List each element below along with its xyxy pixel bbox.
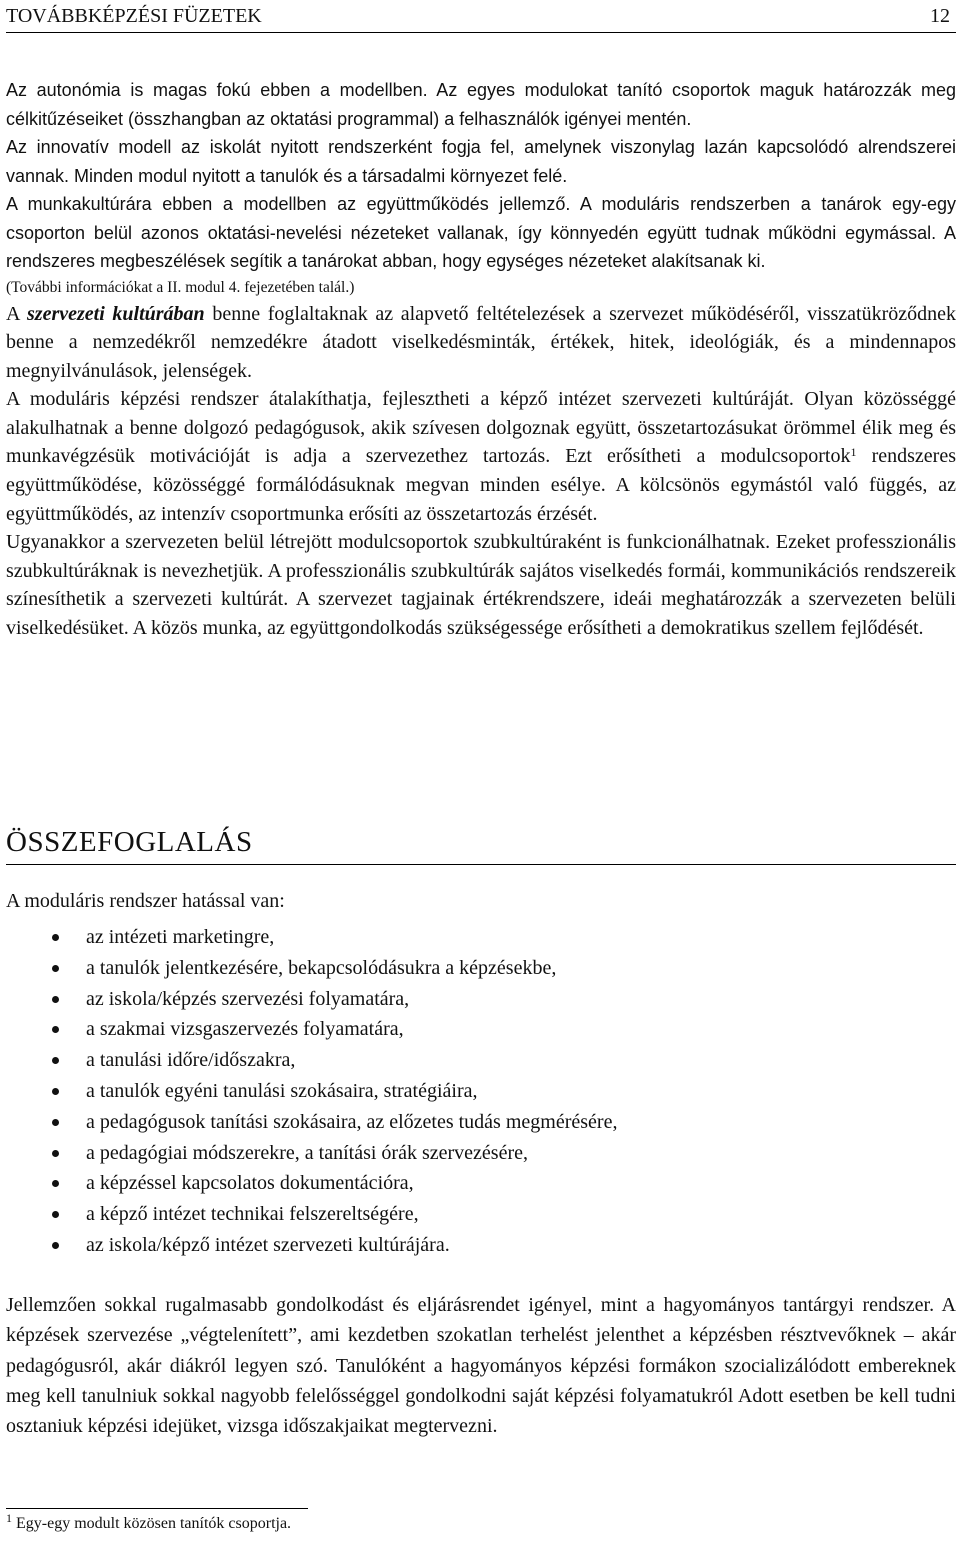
- list-item-text: a pedagógiai módszerekre, a tanítási órák szervezésére,: [86, 1141, 528, 1164]
- bullet-icon: [52, 1119, 59, 1126]
- bullet-icon: [52, 1211, 59, 1218]
- bullet-icon: [52, 1180, 59, 1187]
- emphasis-text: szervezeti kultúrában: [27, 302, 205, 325]
- list-item: [6, 1014, 617, 1045]
- list-item-text: a tanulók jelentkezésére, bekapcsolódásukra a képzésekbe,: [86, 956, 557, 979]
- list-item: [6, 1230, 617, 1261]
- list-item: [6, 1045, 617, 1076]
- bullet-icon: [52, 996, 59, 1003]
- main-text: [6, 76, 956, 643]
- list-item-text: a képző intézet technikai felszereltségére,: [86, 1203, 419, 1226]
- list-item-text: az intézeti marketingre,: [86, 926, 275, 948]
- page-header: [6, 4, 956, 33]
- header-title: TOVÁBBKÉPZÉSI FÜZETEK: [6, 5, 262, 27]
- bullet-icon: [52, 1088, 59, 1095]
- paragraph-subcultures: Ugyanakkor a szervezeten belül létrejött modulcsoportok szubkultúraként is funkcionálhatnak. Ezeket professzionális szubkultúráknak is nevezhetjük. A professzionális szubkultúrák sajátos viselkedés formái, kommunikációs rendszereik színesíthetik a szervezeti kultúrát. A szervezet tagjainak értékrendszere, ideái meghatározzák a szervezeten belüli viselkedésüket. A közös munka, az együttgondolkodás szükségessége erősítheti a demokratikus szellem fejlődését.: [6, 531, 956, 640]
- footnote-reference[interactable]: 1: [850, 445, 857, 460]
- list-item-text: a szakmai vizsgaszervezés folyamatára,: [86, 1018, 404, 1041]
- section-heading: [6, 822, 956, 865]
- paragraph-organizational-culture: [6, 300, 956, 386]
- footnote: [6, 1511, 292, 1533]
- paragraph-modular-training: [6, 385, 956, 528]
- list-item: [6, 922, 617, 953]
- culture-rest: benne foglaltaknak az alapvető feltételezések a szervezet működéséről, visszatükröződnek benne a nemzedékről nemzedékre átadott viselkedésminták, értékek, hitek, ideológiák, és a mindennapos megnyilvánulások, jelenségek.: [6, 302, 956, 382]
- list-item: [6, 984, 617, 1015]
- bullet-icon: [52, 1150, 59, 1157]
- section-heading-text: ÖSSZEFOGLALÁS: [6, 826, 253, 858]
- list-intro: A moduláris rendszer hatással van:: [6, 890, 285, 912]
- culture-prefix: A: [6, 302, 27, 325]
- list-item: [6, 1076, 617, 1107]
- reference-note: (További információkat a II. modul 4. fejezetében talál.): [6, 278, 355, 296]
- list-item-text: a tanulási időre/időszakra,: [86, 1049, 296, 1072]
- modular-part1: A moduláris képzési rendszer átalakíthatja, fejlesztheti a képző intézet szervezeti kultúráját. Olyan közösséggé alakulhatnak a benne dolgozó pedagógusok, akik szívesen dolgoznak együtt, összetartozásukat örömmel élik meg és munkavégzésük motivációját is adja a szervezethez tartozás. Ezt erősítheti a modulcsoportok: [6, 388, 956, 468]
- modular-part2: rendszeres együttműködése, közösséggé formálódásuknak megvan minden esélye. A kölcsönös egymástól való függés, az együttműködés, az intenzív csoportmunka erősíti az összetartozás érzését.: [6, 445, 956, 525]
- bullet-icon: [52, 1026, 59, 1033]
- paragraph-innovative-model: Az innovatív modell az iskolát nyitott rendszerként fogja fel, amelynek viszonylag lazán kapcsolódó alrendszerei vannak. Minden modul nyitott a tanulók és a társadalmi környezet felé.: [6, 137, 956, 186]
- list-item: [6, 1199, 617, 1230]
- paragraph-autonomy: Az autonómia is magas fokú ebben a modellben. Az egyes modulokat tanító csoportok maguk határozzák meg célkitűzéseiket (összhangban az oktatási programmal) a felhasználók igényei mentén.: [6, 80, 956, 129]
- list-item-text: a képzéssel kapcsolatos dokumentációra,: [86, 1172, 414, 1195]
- bullet-icon: [52, 934, 59, 941]
- list-item-text: a pedagógusok tanítási szokásaira, az előzetes tudás megmérésére,: [86, 1110, 618, 1133]
- list-item-text: a tanulók egyéni tanulási szokásaira, stratégiáira,: [86, 1079, 478, 1102]
- impact-list: [6, 922, 617, 1261]
- closing-text: [6, 1290, 956, 1441]
- list-item-text: az iskola/képző intézet szervezeti kultúrájára.: [86, 1233, 450, 1256]
- paragraph-work-culture: A munkakultúrára ebben a modellben az együttműködés jellemző. A moduláris rendszerben a tanárok egy-egy csoporton belül azonos oktatási-nevelési nézeteket vallanak, így könnyedén együtt tudnak működni egymással. A rendszeres megbeszélések segítik a tanárokat abban, hogy egységes nézeteket alakítsanak ki.: [6, 194, 956, 271]
- bullet-icon: [52, 965, 59, 972]
- bullet-icon: [52, 1057, 59, 1064]
- bullet-icon: [52, 1242, 59, 1249]
- list-item-text: az iskola/képzés szervezési folyamatára,: [86, 987, 410, 1010]
- footnote-text: Egy-egy modult közösen tanítók csoportja.: [12, 1515, 292, 1532]
- footnote-separator: [6, 1508, 308, 1509]
- list-item: [6, 1107, 617, 1138]
- list-item: [6, 1138, 617, 1169]
- page-number: 12: [930, 5, 950, 27]
- paragraph-closing: Jellemzően sokkal rugalmasabb gondolkodást és eljárásrendet igényel, mint a hagyományos tantárgyi rendszer. A képzések szervezése „végtelenített”, ami kezdetben szokatlan terhelést jelenthet a képzésben résztvevőknek – akár pedagógusról, akár diákról legyen szó. Tanulóként a hagyományos képzési formákon szocializálódott embereknek meg kell tanulniuk sokkal nagyobb felelősséggel gondolkodni saját képzési folyamatukról Adott esetben be kell tudni osztaniuk képzési idejüket, vizsga időszakjaikat megtervezni.: [6, 1294, 956, 1438]
- list-item: [6, 1168, 617, 1199]
- footnote-number: 1: [6, 1511, 12, 1525]
- list-item: [6, 953, 617, 984]
